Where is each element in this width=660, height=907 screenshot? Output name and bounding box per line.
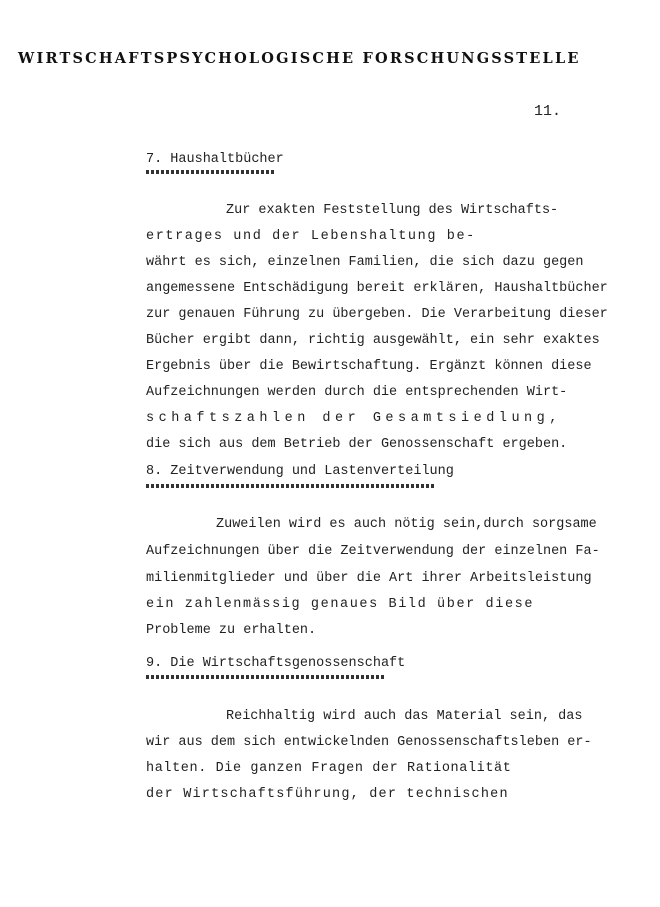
text-line: Ergebnis über die Bewirtschaftung. Ergänzt können diese: [146, 359, 592, 374]
text-line: Reichhaltig wird auch das Material sein, das: [226, 709, 583, 724]
text-line: die sich aus dem Betrieb der Genossenschaft ergeben.: [146, 437, 568, 452]
text-line: schaftszahlen der Gesamtsiedlung,: [146, 411, 562, 426]
section-underline: [146, 170, 276, 174]
section-underline: [146, 675, 386, 679]
text-line: ein zahlenmässig genaues Bild über diese: [146, 597, 535, 612]
text-line: wir aus dem sich entwickelnden Genossenschaftsleben er-: [146, 735, 592, 750]
section-underline: [146, 484, 434, 488]
text-line: Bücher ergibt dann, richtig ausgewählt, ein sehr exaktes: [146, 333, 600, 348]
letterhead: WIRTSCHAFTSPSYCHOLOGISCHE FORSCHUNGSSTELLE: [18, 50, 581, 67]
page-number: 11.: [534, 103, 562, 120]
text-line: Aufzeichnungen werden durch die entsprechenden Wirt-: [146, 385, 568, 400]
text-line: halten. Die ganzen Fragen der Rationalität: [146, 761, 512, 776]
section-heading-9: 9. Die Wirtschaftsgenossenschaft: [146, 656, 406, 671]
text-line: angemessene Entschädigung bereit erklären, Haushaltbücher: [146, 281, 608, 296]
section-heading-7: 7. Haushaltbücher: [146, 152, 284, 167]
text-line: der Wirtschaftsführung, der technischen: [146, 787, 509, 802]
text-line: Aufzeichnungen über die Zeitverwendung der einzelnen Fa-: [146, 544, 600, 559]
text-line: ertrages und der Lebenshaltung be-: [146, 229, 476, 244]
text-line: Zuweilen wird es auch nötig sein,durch sorgsame: [216, 517, 597, 532]
section-heading-8: 8. Zeitverwendung und Lastenverteilung: [146, 464, 454, 479]
text-line: milienmitglieder und über die Art ihrer Arbeitsleistung: [146, 571, 592, 586]
text-line: währt es sich, einzelnen Familien, die sich dazu gegen: [146, 255, 584, 270]
text-line: zur genauen Führung zu übergeben. Die Verarbeitung dieser: [146, 307, 608, 322]
text-line: Probleme zu erhalten.: [146, 623, 317, 638]
text-line: Zur exakten Feststellung des Wirtschafts-: [226, 203, 559, 218]
